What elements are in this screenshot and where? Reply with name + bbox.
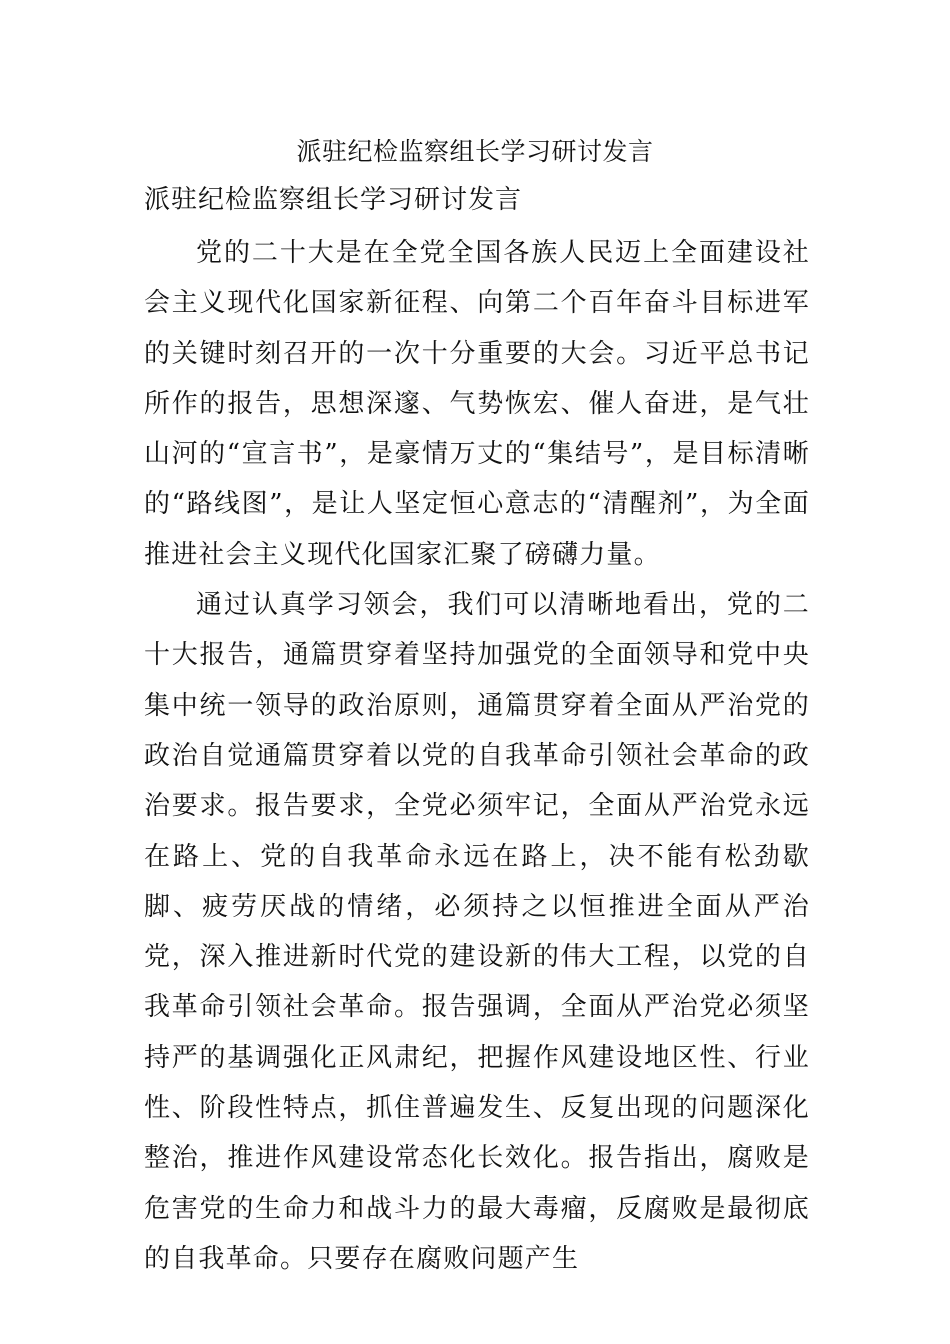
document-body [144, 228, 810, 1284]
paragraph-2: 通过认真学习领会，我们可以清晰地看出，党的二十大报告，通篇贯穿着坚持加强党的全面领导和党中央集中统一领导的政治原则，通篇贯穿着全面从严治党的政治自觉通篇贯穿着以党的自我革命引领社会革命的政治要求。报告要求，全党必须牢记，全面从严治党永远在路上、党的自我革命永远在路上，决不能有松劲歇脚、疲劳厌战的情绪，必须持之以恒推进全面从严治党，深入推进新时代党的建设新的伟大工程，以党的自我革命引领社会革命。报告强调，全面从严治党必须坚持严的基调强化正风肃纪，把握作风建设地区性、行业性、阶段性特点，抓住普遍发生、反复出现的问题深化整治，推进作风建设常态化长效化。报告指出，腐败是危害党的生命力和战斗力的最大毒瘤，反腐败是最彻底的自我革命。只要存在腐败问题产生 [144, 590, 810, 1274]
paragraph-1: 党的二十大是在全党全国各族人民迈上全面建设社会主义现代化国家新征程、向第二个百年奋斗目标进军的关键时刻召开的一次十分重要的大会。习近平总书记所作的报告，思想深邃、气势恢宏、催人奋进，是气壮山河的“宣言书”，是豪情万丈的“集结号”，是目标清晰的“路线图”，是让人坚定恒心意志的“清醒剂”，为全面推进社会主义现代化国家汇聚了磅礴力量。 [144, 238, 810, 570]
document-title: 派驻纪检监察组长学习研讨发言 [296, 137, 654, 166]
document-subtitle: 派驻纪检监察组长学习研讨发言 [144, 185, 523, 215]
